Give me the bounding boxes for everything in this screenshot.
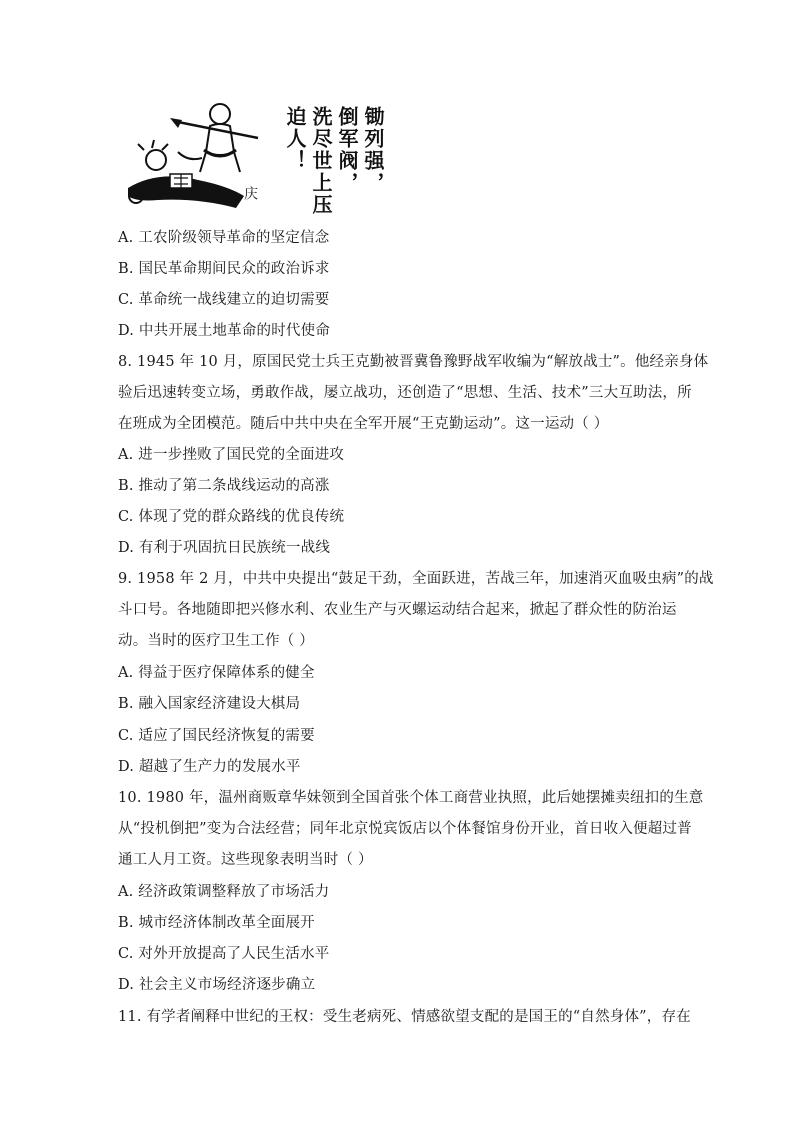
q8-option-c: C. 体现了党的群众路线的优良传统 — [118, 509, 345, 525]
q9-stem-line-1: 9. 1958 年 2 月，中共中央提出“鼓足干劲，全面跃进，苦战三年，加速消灭血吸虫病”的战 — [118, 571, 714, 587]
q8-stem-line-1: 8. 1945 年 10 月，原国民党士兵王克勤被晋冀鲁豫野战军收编为“解放战士”。他经亲身体 — [118, 354, 709, 370]
slogan-line-4: 迫人！ — [283, 106, 307, 172]
q8-option-d: D. 有利于巩固抗日民族统一战线 — [118, 540, 331, 556]
q11-stem-line-1: 11. 有学者阐释中世纪的王权：受生老病死、情感欲望支配的是国王的“自然身体”，存在 — [118, 1009, 691, 1025]
slogan-line-2: 倒军阀， — [335, 106, 359, 194]
q8-option-b: B. 推动了第二条战线运动的高涨 — [118, 478, 330, 494]
q8-stem-line-2: 验后迅速转变立场，勇敢作战，屡立战功，还创造了“思想、生活、技术”三大互助法，所 — [118, 385, 692, 401]
q7-option-a: A. 工农阶级领导革命的坚定信念 — [118, 230, 330, 246]
q10-option-a: A. 经济政策调整释放了市场活力 — [118, 884, 330, 900]
q7-option-c: C. 革命统一战线建立的迫切需要 — [118, 292, 330, 308]
q7-option-d: D. 中共开展土地革命的时代使命 — [118, 323, 331, 339]
q7-option-b: B. 国民革命期间民众的政治诉求 — [118, 261, 330, 277]
cartoon-illustration — [118, 100, 418, 218]
q10-option-d: D. 社会主义市场经济逐步确立 — [118, 977, 316, 993]
q9-option-b: B. 融入国家经济建设大棋局 — [118, 696, 301, 712]
q10-stem-line-1: 10. 1980 年，温州商贩章华妹领到全国首张个体工商营业执照，此后她摆摊卖纽扣的生意 — [118, 790, 704, 806]
cartoon-signature: 庆 — [242, 186, 258, 200]
slogan-line-3: 洗尽世上压 — [309, 106, 333, 216]
q9-option-a: A. 得益于医疗保障体系的健全 — [118, 665, 315, 681]
q9-option-d: D. 超越了生产力的发展水平 — [118, 759, 301, 775]
slogan-line-1: 锄列强， — [361, 106, 385, 194]
q8-stem-line-3: 在班成为全团模范。随后中共中央在全军开展“王克勤运动”。这一运动（ ） — [118, 416, 609, 432]
q10-option-c: C. 对外开放提高了人民生活水平 — [118, 946, 330, 962]
q8-option-a: A. 进一步挫败了国民党的全面进攻 — [118, 447, 345, 463]
q10-option-b: B. 城市经济体制改革全面展开 — [118, 915, 315, 931]
q10-stem-line-3: 通工人月工资。这些现象表明当时（ ） — [118, 852, 373, 868]
q9-stem-line-3: 动。当时的医疗卫生工作（ ） — [118, 633, 314, 649]
q9-stem-line-2: 斗口号。各地随即把兴修水利、农业生产与灭螺运动结合起来，掀起了群众性的防治运 — [118, 602, 677, 618]
q9-option-c: C. 适应了国民经济恢复的需要 — [118, 728, 315, 744]
q10-stem-line-2: 从“投机倒把”变为合法经营；同年北京悦宾饭店以个体餐馆身份开业，首日收入便超过普 — [118, 821, 692, 837]
cartoon-figure-icon — [118, 100, 298, 218]
